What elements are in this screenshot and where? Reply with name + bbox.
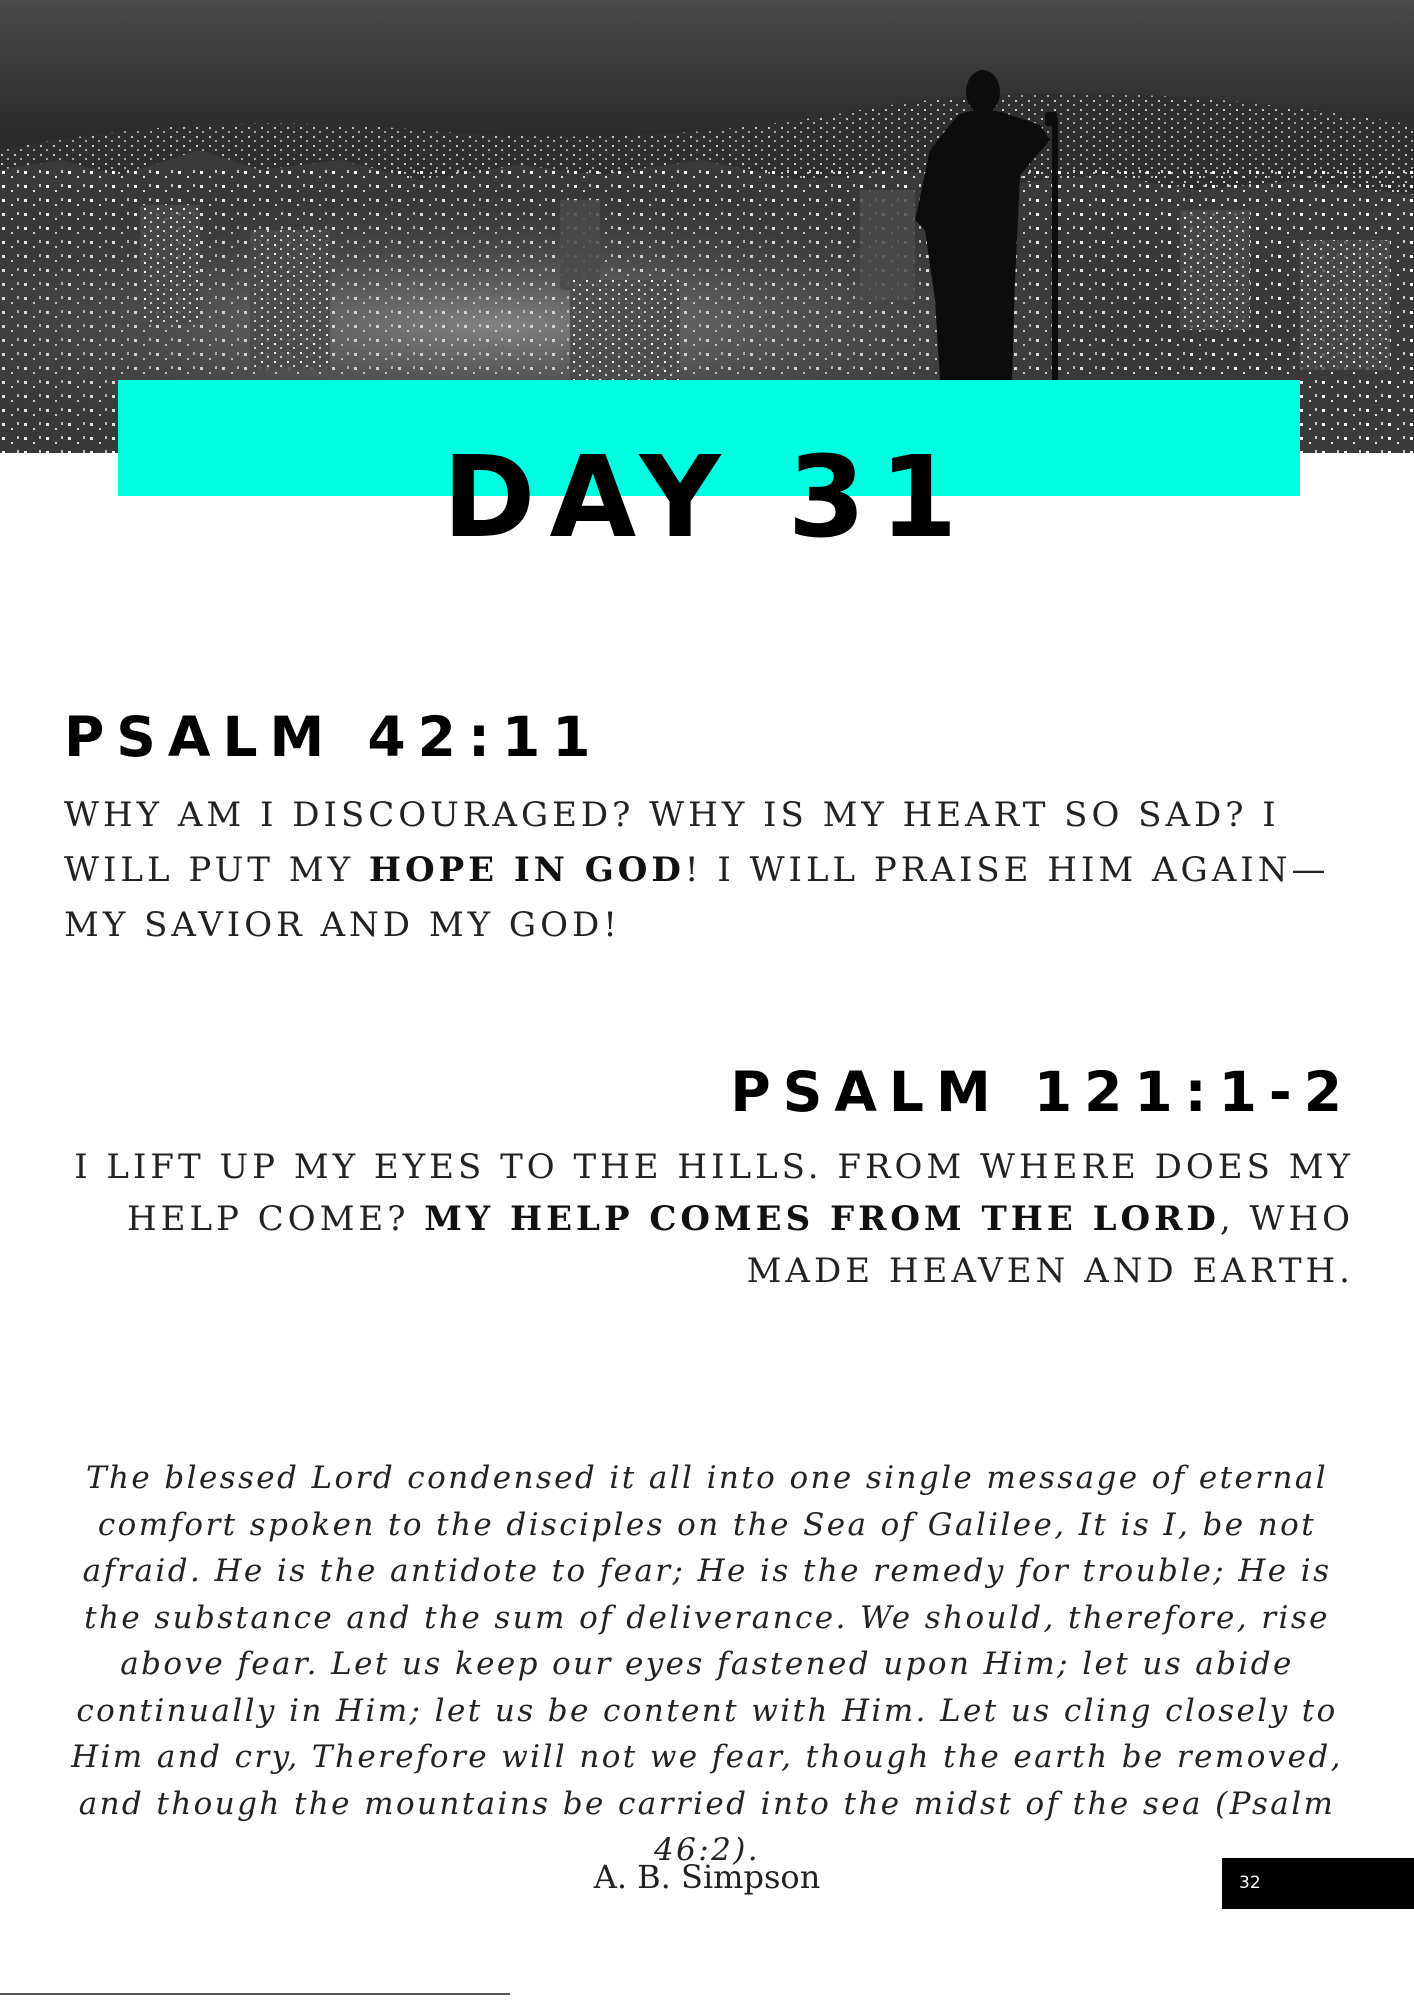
scripture-text-part: ! I WILL PRAISE HIM AGAIN—MY SAVIOR AND MY GOD! bbox=[64, 850, 1330, 945]
scripture-text-part: I LIFT UP MY EYES TO THE HILLS. FROM WHERE DOES MY HELP COME? bbox=[74, 1147, 1354, 1239]
scripture-text-part: , WHO MADE HEAVEN AND EARTH. bbox=[746, 1199, 1354, 1291]
devotional-quote: The blessed Lord condensed it all into one single message of eternal comfort spoken to the disciples on the Sea of Galilee, It is I, be not afraid. He is the antidote to fear; He is the remedy for trouble; He is the substance and the sum of deliverance. We should, therefore, rise above fear. Let us keep our eyes fastened upon Him; let us abide continually in Him; let us be content with Him. Let us cling closely to Him and cry, Therefore will not we fear, though the earth be removed, and though the mountains be carried into the midst of the sea (Psalm 46:2). bbox=[71, 1460, 1343, 1868]
scripture-reference: PSALM 121:1-2 bbox=[730, 1060, 1354, 1124]
footer-divider bbox=[0, 1993, 510, 1995]
scripture-emphasis: HOPE IN GOD bbox=[368, 850, 685, 890]
scripture-text-part: WHY AM I DISCOURAGED? WHY IS MY HEART SO SAD? I WILL PUT MY bbox=[64, 795, 1280, 890]
page-title: DAY 31 bbox=[442, 433, 972, 563]
page-number: 32 bbox=[1222, 1858, 1414, 1909]
quote-author: A. B. Simpson bbox=[593, 1858, 821, 1896]
scripture-text bbox=[64, 788, 1354, 953]
scripture-emphasis: MY HELP COMES FROM THE LORD bbox=[424, 1199, 1220, 1239]
scripture-reference: PSALM 42:11 bbox=[64, 705, 603, 769]
scripture-text bbox=[64, 1141, 1354, 1297]
